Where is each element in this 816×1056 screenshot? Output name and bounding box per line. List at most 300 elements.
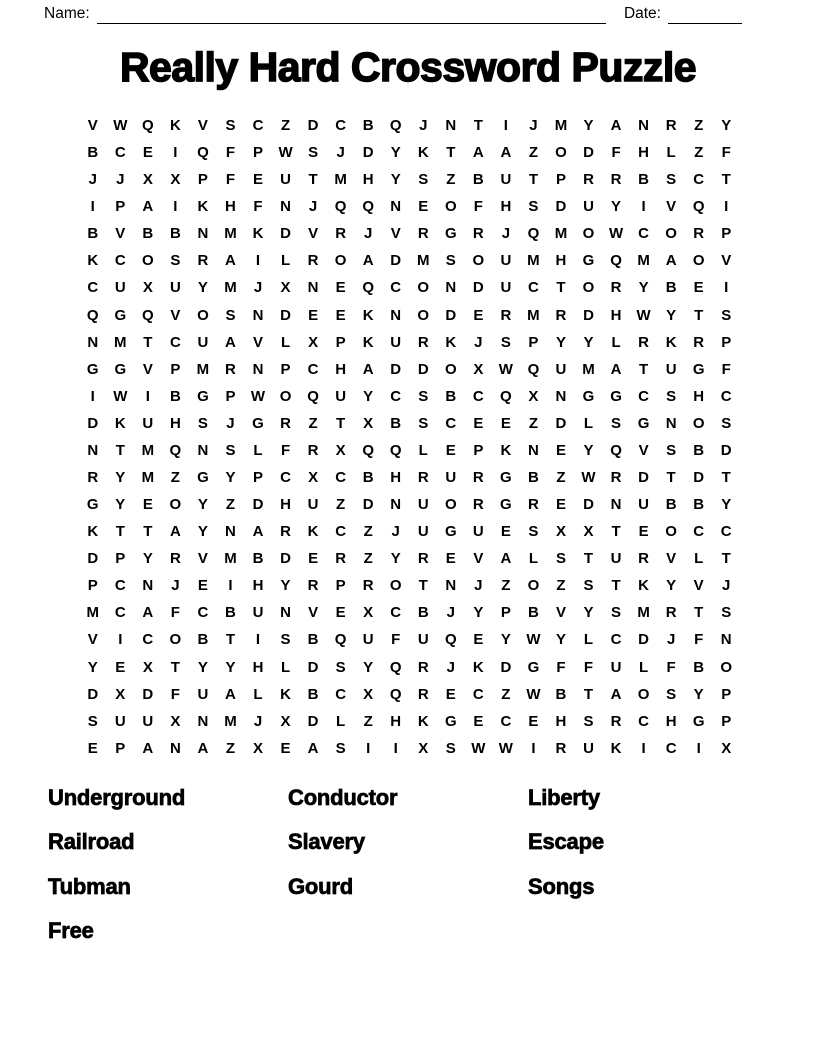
- grid-cell: R: [335, 550, 347, 568]
- grid-cell: Q: [389, 441, 402, 459]
- grid-cell: R: [693, 225, 705, 243]
- grid-cell: E: [473, 414, 484, 432]
- grid-cell: C: [610, 631, 622, 649]
- grid-cell: P: [197, 171, 208, 189]
- grid-cell: Y: [666, 306, 677, 324]
- grid-cell: H: [335, 360, 347, 378]
- grid-cell: T: [143, 333, 153, 351]
- grid-cell: V: [666, 550, 677, 568]
- grid-cell: V: [197, 117, 208, 134]
- grid-cell: D: [390, 360, 402, 378]
- grid-cell: U: [445, 469, 457, 487]
- grid-cell: E: [473, 631, 484, 649]
- grid-cell: C: [693, 171, 705, 189]
- grid-cell: M: [637, 252, 650, 270]
- word-bank-column: [288, 776, 528, 954]
- grid-cell: J: [88, 171, 97, 189]
- grid-cell: C: [528, 279, 539, 297]
- grid-cell: O: [527, 577, 540, 595]
- grid-cell: S: [225, 117, 236, 134]
- grid-cell: A: [225, 685, 236, 703]
- grid-cell: S: [280, 631, 291, 649]
- grid-cell: Q: [389, 685, 402, 703]
- grid-cell: C: [335, 523, 347, 541]
- grid-cell: A: [362, 252, 374, 270]
- word-bank-item: Songs: [528, 873, 595, 899]
- grid-cell: S: [500, 333, 511, 351]
- grid-cell: D: [252, 496, 264, 514]
- grid-cell: D: [583, 144, 594, 162]
- grid-cell: T: [666, 469, 676, 487]
- grid-cell: Z: [694, 144, 704, 162]
- grid-cell: B: [225, 604, 236, 622]
- grid-cell: D: [87, 685, 99, 703]
- grid-cell: K: [362, 306, 374, 324]
- grid-cell: H: [390, 712, 402, 730]
- grid-cell: P: [721, 685, 732, 703]
- grid-cell: G: [86, 360, 99, 378]
- grid-cell: D: [87, 550, 99, 568]
- grid-cell: V: [638, 441, 649, 459]
- grid-cell: S: [611, 604, 622, 622]
- grid-cell: E: [253, 171, 264, 189]
- grid-cell: O: [142, 252, 154, 270]
- grid-cell: S: [418, 414, 429, 432]
- grid-cell: U: [417, 523, 429, 541]
- grid-cell: J: [666, 631, 676, 649]
- grid-cell: X: [721, 739, 732, 757]
- grid-cell: Z: [225, 496, 236, 514]
- grid-cell: E: [308, 306, 319, 324]
- grid-cell: Q: [527, 360, 540, 378]
- grid-cell: U: [472, 523, 484, 541]
- grid-cell: U: [335, 387, 347, 405]
- grid-cell: J: [308, 198, 318, 216]
- grid-cell: N: [720, 631, 732, 649]
- grid-cell: P: [253, 144, 264, 162]
- grid-cell: D: [417, 360, 429, 378]
- grid-cell: I: [724, 198, 729, 216]
- grid-cell: G: [444, 712, 457, 730]
- grid-cell: J: [474, 333, 483, 351]
- grid-cell: E: [142, 144, 153, 162]
- grid-cell: X: [170, 171, 181, 189]
- grid-cell: S: [528, 523, 539, 541]
- grid-cell: C: [114, 252, 126, 270]
- grid-cell: L: [280, 658, 291, 676]
- name-label: Name:: [44, 5, 90, 22]
- grid-cell: T: [556, 279, 566, 297]
- grid-cell: H: [225, 198, 236, 216]
- grid-cell: V: [666, 198, 677, 216]
- grid-cell: T: [583, 685, 594, 703]
- grid-cell: A: [500, 550, 512, 568]
- grid-cell: X: [142, 171, 153, 189]
- grid-cell: X: [253, 739, 264, 757]
- grid-cell: U: [665, 360, 677, 378]
- grid-cell: W: [471, 739, 486, 757]
- grid-cell: L: [253, 441, 263, 459]
- grid-cell: E: [445, 550, 456, 568]
- grid-cell: V: [390, 225, 401, 243]
- grid-cell: O: [692, 252, 705, 270]
- grid-cell: Q: [389, 117, 402, 134]
- grid-cell: B: [638, 171, 650, 189]
- grid-cell: I: [90, 198, 95, 216]
- grid-cell: M: [141, 441, 155, 459]
- grid-cell: B: [665, 279, 677, 297]
- grid-cell: G: [500, 496, 512, 514]
- grid-cell: X: [473, 360, 484, 378]
- grid-cell: R: [693, 333, 705, 351]
- grid-cell: X: [335, 441, 346, 459]
- grid-cell: T: [611, 577, 621, 595]
- grid-cell: E: [555, 441, 566, 459]
- grid-cell: F: [556, 658, 566, 676]
- grid-cell: S: [583, 577, 594, 595]
- grid-cell: C: [390, 279, 402, 297]
- grid-cell: B: [87, 225, 99, 243]
- grid-cell: N: [225, 523, 236, 541]
- grid-cell: E: [445, 685, 456, 703]
- grid-cell: K: [638, 577, 650, 595]
- grid-cell: Y: [500, 631, 511, 649]
- grid-cell: Y: [555, 333, 566, 351]
- grid-cell: Q: [362, 441, 375, 459]
- grid-cell: I: [503, 117, 508, 134]
- grid-cell: S: [418, 387, 429, 405]
- grid-cell: S: [666, 441, 677, 459]
- grid-cell: Q: [169, 441, 182, 459]
- grid-cell: S: [197, 414, 208, 432]
- grid-cell: J: [336, 144, 345, 162]
- grid-cell: Q: [334, 198, 347, 216]
- grid-cell: P: [115, 550, 126, 568]
- grid-cell: Y: [115, 469, 126, 487]
- grid-cell: Q: [610, 441, 622, 459]
- grid-cell: O: [444, 360, 457, 378]
- grid-cell: U: [197, 685, 209, 703]
- grid-cell: Q: [334, 631, 347, 649]
- page-title: Really Hard Crossword Puzzle: [119, 44, 697, 90]
- grid-cell: Q: [197, 144, 209, 162]
- grid-cell: R: [610, 279, 622, 297]
- grid-cell: N: [169, 739, 181, 757]
- grid-cell: V: [115, 225, 126, 243]
- grid-cell: S: [170, 252, 181, 270]
- grid-cell: B: [665, 496, 677, 514]
- grid-cell: R: [555, 739, 567, 757]
- grid-cell: A: [610, 685, 622, 703]
- grid-cell: Y: [583, 604, 594, 622]
- grid-cell: E: [280, 739, 291, 757]
- grid-cell: B: [528, 604, 539, 622]
- grid-cell: K: [417, 712, 429, 730]
- grid-cell: R: [280, 523, 291, 541]
- grid-cell: U: [500, 171, 512, 189]
- grid-cell: Y: [197, 658, 208, 676]
- grid-cell: L: [336, 712, 346, 730]
- grid-cell: F: [666, 658, 676, 676]
- grid-cell: S: [666, 387, 677, 405]
- grid-cell: G: [582, 252, 595, 270]
- grid-cell: M: [196, 360, 210, 378]
- grid-cell: C: [335, 469, 347, 487]
- grid-cell: L: [418, 441, 428, 459]
- grid-cell: T: [694, 604, 704, 622]
- grid-cell: V: [473, 550, 484, 568]
- grid-cell: A: [142, 604, 154, 622]
- grid-cell: B: [307, 685, 319, 703]
- grid-cell: J: [391, 523, 400, 541]
- grid-cell: V: [308, 604, 319, 622]
- grid-cell: R: [197, 252, 209, 270]
- grid-cell: E: [197, 577, 208, 595]
- grid-cell: X: [142, 658, 153, 676]
- grid-cell: M: [554, 117, 568, 134]
- grid-cell: N: [445, 279, 457, 297]
- grid-cell: P: [335, 577, 346, 595]
- grid-cell: Z: [501, 685, 511, 703]
- grid-cell: Q: [610, 252, 622, 270]
- grid-cell: B: [528, 469, 539, 487]
- word-bank-item: Railroad: [48, 829, 135, 855]
- grid-cell: D: [362, 496, 374, 514]
- grid-cell: N: [307, 279, 319, 297]
- grid-cell: A: [142, 739, 154, 757]
- grid-cell: U: [114, 712, 126, 730]
- grid-cell: U: [417, 496, 429, 514]
- grid-cell: K: [252, 225, 264, 243]
- grid-cell: N: [197, 712, 209, 730]
- grid-cell: G: [444, 225, 457, 243]
- grid-cell: H: [280, 496, 291, 514]
- grid-cell: U: [417, 631, 429, 649]
- grid-cell: R: [500, 306, 512, 324]
- grid-cell: Q: [692, 198, 705, 216]
- grid-cell: W: [526, 631, 541, 649]
- word-bank-item: Conductor: [288, 785, 398, 810]
- grid-cell: R: [335, 225, 347, 243]
- grid-cell: M: [582, 360, 595, 378]
- grid-cell: E: [335, 306, 346, 324]
- grid-cell: X: [555, 523, 566, 541]
- grid-cell: C: [114, 144, 126, 162]
- grid-cell: Z: [363, 712, 373, 730]
- grid-cell: R: [610, 469, 622, 487]
- grid-cell: C: [472, 685, 484, 703]
- grid-cell: Y: [721, 496, 732, 514]
- grid-cell: D: [307, 658, 319, 676]
- grid-cell: Z: [528, 414, 539, 432]
- grid-cell: V: [721, 252, 732, 270]
- grid-cell: Z: [363, 523, 373, 541]
- grid-cell: Q: [444, 631, 457, 649]
- grid-cell: U: [307, 496, 319, 514]
- grid-cell: K: [87, 252, 99, 270]
- grid-cell: M: [527, 252, 540, 270]
- grid-cell: G: [692, 360, 705, 378]
- grid-cell: Z: [308, 414, 318, 432]
- grid-cell: Z: [170, 469, 180, 487]
- grid-cell: U: [142, 414, 154, 432]
- grid-cell: C: [500, 712, 512, 730]
- grid-cell: T: [115, 523, 125, 541]
- grid-cell: L: [694, 550, 704, 568]
- date-label: Date:: [623, 5, 661, 22]
- grid-cell: O: [665, 523, 677, 541]
- grid-cell: P: [280, 360, 291, 378]
- word-search-grid: [79, 112, 740, 762]
- grid-cell: Q: [86, 306, 99, 324]
- grid-cell: G: [637, 414, 650, 432]
- grid-cell: L: [583, 631, 594, 649]
- grid-cell: J: [226, 414, 235, 432]
- grid-cell: T: [721, 550, 731, 568]
- grid-cell: A: [665, 252, 677, 270]
- grid-cell: Q: [142, 306, 154, 324]
- grid-cell: O: [417, 279, 430, 297]
- grid-cell: N: [390, 496, 402, 514]
- grid-cell: Y: [225, 658, 236, 676]
- grid-cell: F: [473, 198, 483, 216]
- grid-cell: N: [280, 198, 291, 216]
- grid-cell: N: [665, 414, 677, 432]
- grid-cell: H: [693, 387, 705, 405]
- grid-cell: D: [555, 198, 567, 216]
- grid-cell: J: [364, 225, 373, 243]
- grid-cell: N: [252, 360, 264, 378]
- grid-cell: Y: [363, 658, 374, 676]
- grid-cell: M: [86, 604, 100, 622]
- grid-cell: Y: [197, 496, 208, 514]
- grid-cell: N: [87, 333, 99, 351]
- grid-cell: I: [641, 739, 646, 757]
- grid-cell: B: [445, 387, 457, 405]
- grid-cell: X: [363, 414, 374, 432]
- grid-cell: X: [308, 333, 319, 351]
- grid-cell: Z: [501, 577, 511, 595]
- grid-cell: V: [308, 225, 319, 243]
- grid-cell: V: [693, 577, 704, 595]
- grid-cell: Y: [693, 685, 704, 703]
- grid-cell: J: [474, 577, 483, 595]
- word-bank-item: Slavery: [288, 829, 365, 855]
- grid-cell: Q: [142, 117, 154, 134]
- grid-cell: J: [171, 577, 180, 595]
- grid-cell: U: [500, 252, 512, 270]
- grid-cell: E: [555, 496, 566, 514]
- grid-cell: Z: [446, 171, 456, 189]
- grid-cell: H: [555, 252, 567, 270]
- grid-cell: O: [555, 144, 567, 162]
- grid-cell: S: [528, 198, 539, 216]
- grid-cell: D: [280, 306, 291, 324]
- word-bank-column: [48, 776, 288, 954]
- grid-cell: D: [307, 117, 319, 134]
- grid-cell: Y: [721, 117, 732, 134]
- grid-cell: X: [583, 523, 594, 541]
- grid-cell: E: [473, 712, 484, 730]
- grid-cell: C: [142, 631, 154, 649]
- grid-cell: R: [665, 117, 677, 134]
- grid-cell: P: [721, 333, 732, 351]
- grid-cell: G: [114, 360, 127, 378]
- grid-cell: G: [114, 306, 127, 324]
- grid-cell: V: [170, 306, 181, 324]
- grid-cell: R: [665, 604, 677, 622]
- grid-cell: P: [225, 387, 236, 405]
- grid-cell: B: [693, 658, 705, 676]
- grid-cell: O: [665, 225, 677, 243]
- grid-cell: B: [169, 387, 181, 405]
- grid-cell: D: [445, 306, 457, 324]
- grid-cell: L: [253, 685, 263, 703]
- grid-cell: O: [169, 631, 182, 649]
- grid-cell: N: [555, 387, 567, 405]
- grid-cell: J: [722, 577, 731, 595]
- grid-cell: O: [444, 198, 457, 216]
- grid-cell: P: [335, 333, 346, 351]
- grid-cell: W: [581, 469, 596, 487]
- grid-cell: Y: [142, 550, 153, 568]
- grid-cell: B: [555, 685, 567, 703]
- grid-cell: H: [252, 658, 264, 676]
- grid-cell: U: [583, 739, 594, 757]
- grid-cell: S: [335, 658, 346, 676]
- grid-cell: U: [114, 279, 126, 297]
- grid-cell: K: [362, 333, 374, 351]
- grid-cell: M: [224, 550, 237, 568]
- grid-cell: K: [472, 658, 484, 676]
- grid-cell: M: [527, 306, 540, 324]
- grid-cell: X: [418, 739, 429, 757]
- grid-cell: B: [307, 631, 319, 649]
- grid-cell: B: [472, 171, 484, 189]
- grid-cell: D: [583, 496, 594, 514]
- grid-cell: O: [582, 279, 595, 297]
- grid-cell: J: [253, 279, 263, 297]
- grid-cell: I: [145, 387, 150, 405]
- grid-cell: Z: [363, 550, 373, 568]
- grid-cell: D: [583, 306, 594, 324]
- grid-cell: O: [334, 252, 347, 270]
- grid-cell: G: [610, 387, 622, 405]
- grid-cell: H: [362, 171, 374, 189]
- grid-cell: R: [362, 577, 374, 595]
- grid-cell: D: [390, 252, 402, 270]
- grid-cell: C: [638, 225, 650, 243]
- grid-cell: I: [724, 279, 729, 297]
- grid-cell: N: [445, 117, 457, 134]
- grid-cell: T: [528, 171, 539, 189]
- grid-cell: R: [472, 469, 484, 487]
- grid-cell: G: [252, 414, 264, 432]
- grid-cell: B: [142, 225, 154, 243]
- grid-cell: P: [555, 171, 566, 189]
- grid-cell: F: [721, 360, 731, 378]
- grid-cell: V: [87, 117, 98, 134]
- grid-cell: X: [115, 685, 126, 703]
- grid-cell: F: [225, 144, 236, 162]
- grid-cell: E: [473, 306, 484, 324]
- grid-cell: H: [252, 577, 264, 595]
- grid-cell: S: [225, 441, 236, 459]
- grid-cell: C: [445, 414, 457, 432]
- grid-cell: L: [583, 414, 594, 432]
- grid-cell: L: [280, 252, 291, 270]
- grid-cell: R: [417, 333, 429, 351]
